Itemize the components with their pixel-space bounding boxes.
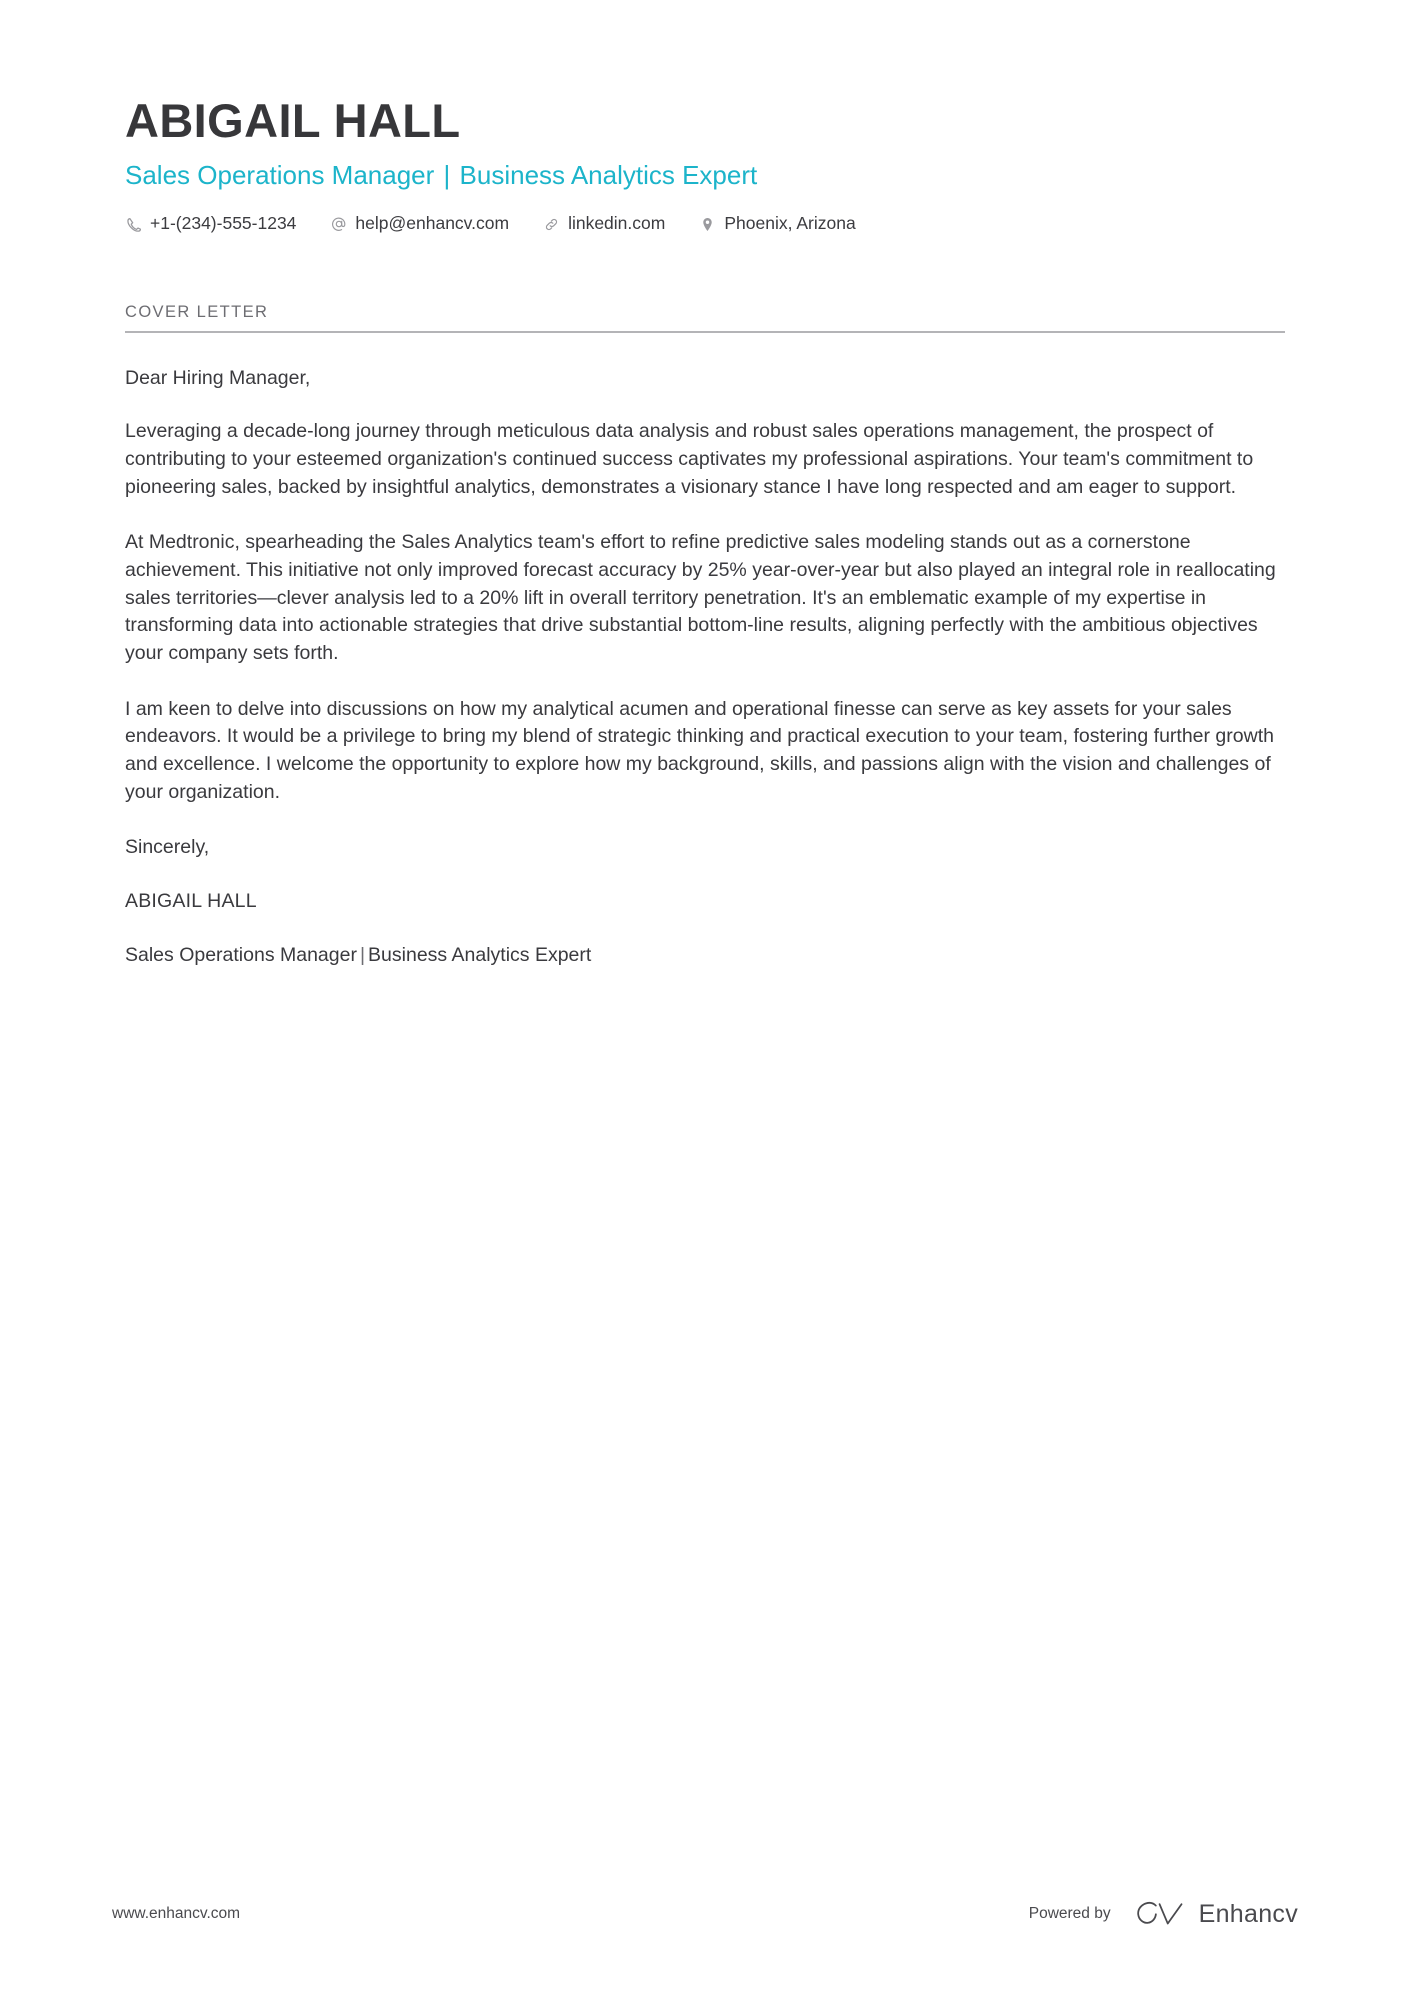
document-header: [125, 0, 1285, 233]
letter-signature-name: ABIGAIL HALL: [125, 890, 257, 913]
signature-title-primary: Sales Operations Manager: [125, 943, 357, 966]
contact-email-text: help@enhancv.com: [355, 213, 510, 234]
contact-location-text: Phoenix, Arizona: [724, 213, 856, 234]
document-content: [125, 0, 1285, 970]
letter-paragraph-2: At Medtronic, spearheading the Sales Analytics team's effort to refine predictive sales modeling stands out as a cornerstone achievement. This initiative not only improved forecast accuracy by 25% year-over-year but also played an integral role in reallocating sales territories—clever analysis led to a 20% lift in overall territory penetration. It's an emblematic example of my expertise in transforming data into actionable strategies that drive substantial bottom-line results, aligning perfectly with the ambitious objectives your company sets forth.: [125, 531, 1276, 665]
headline-separator: |: [443, 159, 451, 190]
email-icon: [330, 216, 347, 233]
contact-link[interactable]: [543, 215, 665, 233]
cover-letter-section: [125, 303, 1285, 970]
headline-secondary-title: Business Analytics Expert: [459, 159, 758, 190]
enhancv-logo-icon: [1133, 1901, 1187, 1927]
signature-title-separator: |: [359, 943, 366, 966]
signature-title-secondary: Business Analytics Expert: [368, 943, 592, 966]
letter-salutation: Dear Hiring Manager,: [125, 366, 311, 389]
letter-closing: Sincerely,: [125, 836, 210, 859]
contact-link-text: linkedin.com: [568, 213, 666, 234]
section-divider: [125, 331, 1285, 333]
contact-email[interactable]: [330, 215, 509, 233]
contact-phone[interactable]: [125, 215, 296, 233]
powered-by-label: Powered by: [1028, 1905, 1111, 1923]
page-footer: [112, 1901, 1298, 1927]
location-pin-icon: [699, 216, 716, 233]
letter-body: [125, 365, 1285, 970]
section-title: COVER LETTER: [125, 302, 269, 321]
enhancv-brand-name: Enhancv: [1198, 1899, 1298, 1928]
headline-primary-title: Sales Operations Manager: [125, 159, 435, 190]
contact-location[interactable]: [699, 215, 855, 233]
contact-row: [125, 215, 1285, 233]
letter-signature-title: [125, 942, 1285, 970]
letter-paragraph-3: I am keen to delve into discussions on how my analytical acumen and operational finesse can serve as key assets for your sales endeavors. It would be a privilege to bring my blend of strategic thinking and practical execution to your team, fostering further growth and excellence. I welcome the opportunity to explore how my background, skills, and passions align with the vision and challenges of your organization.: [125, 697, 1274, 803]
footer-website-link[interactable]: www.enhancv.com: [112, 1905, 241, 1923]
candidate-headline: [125, 159, 1285, 192]
footer-branding: [1029, 1901, 1298, 1927]
contact-phone-text: +1-(234)-555-1234: [150, 213, 297, 234]
candidate-name: ABIGAIL HALL: [125, 94, 461, 147]
letter-paragraph-1: Leveraging a decade-long journey through meticulous data analysis and robust sales operations management, the prospect of contributing to your esteemed organization's continued success captivates my professional aspirations. Your team's commitment to pioneering sales, backed by insightful analytics, demonstrates a visionary stance I have long respected and am eager to support.: [125, 420, 1254, 498]
phone-icon: [125, 216, 142, 233]
link-icon: [543, 216, 560, 233]
